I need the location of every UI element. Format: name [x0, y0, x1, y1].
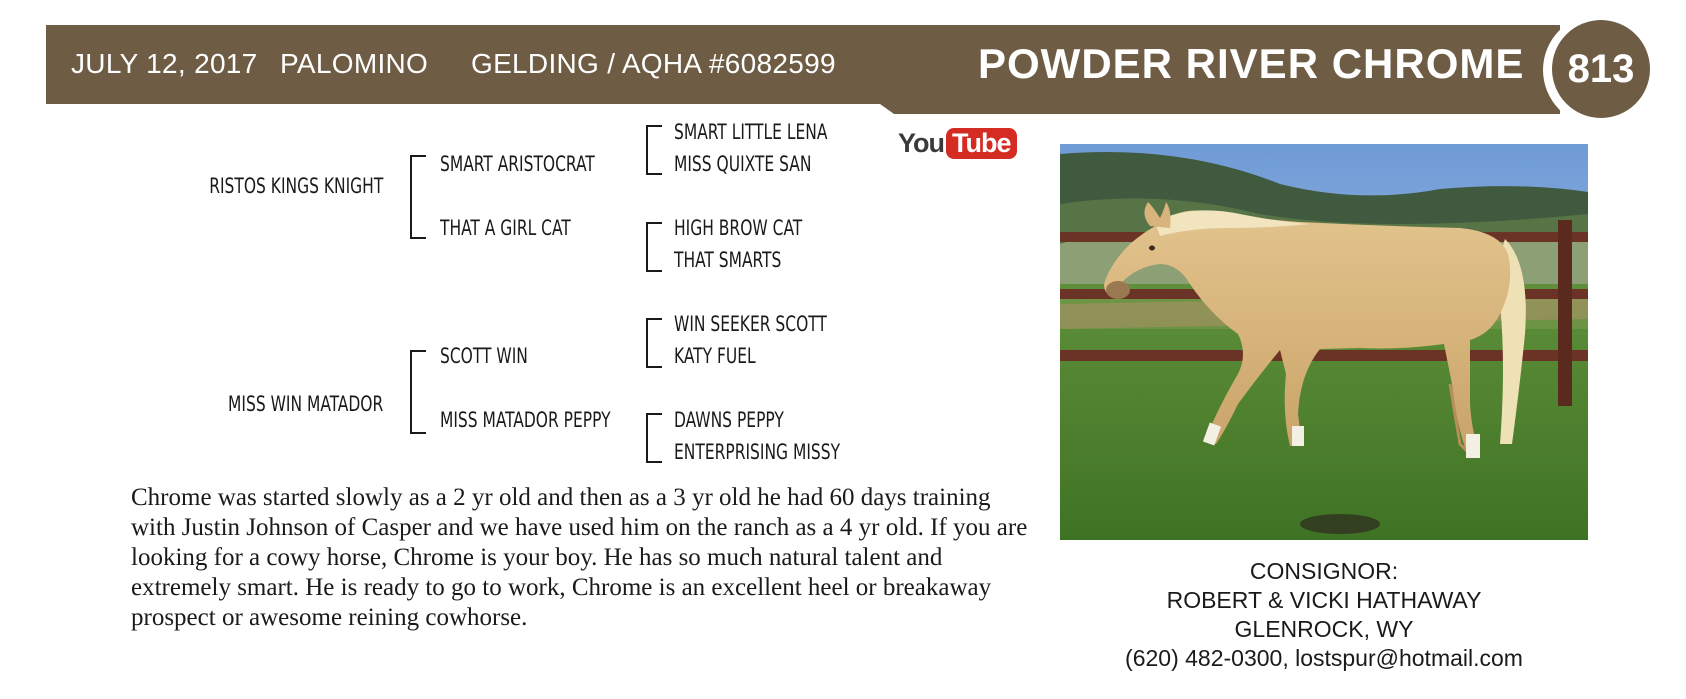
- pedigree-dam-dam: MISS MATADOR PEPPY: [440, 408, 611, 432]
- horse-color: PALOMINO: [280, 48, 429, 79]
- horse-photo: [1060, 144, 1588, 540]
- pedigree-bracket: [646, 222, 662, 272]
- pedigree-sire-sire: SMART ARISTOCRAT: [440, 152, 595, 176]
- pedigree-sire-dam: THAT A GIRL CAT: [440, 216, 571, 240]
- pedigree-bracket: [646, 125, 662, 175]
- consignor-name: ROBERT & VICKI HATHAWAY: [1166, 587, 1482, 613]
- pedigree-dam-dam-dam: ENTERPRISING MISSY: [674, 440, 841, 464]
- consignor-location: GLENROCK, WY: [1234, 616, 1414, 642]
- pedigree-sire-dam-dam: THAT SMARTS: [674, 248, 782, 272]
- sex-registration: GELDING / AQHA #6082599: [471, 48, 836, 79]
- youtube-logo-tube: Tube: [946, 128, 1017, 159]
- consignor-label: CONSIGNOR:: [1249, 558, 1399, 584]
- pedigree-dam-sire: SCOTT WIN: [440, 344, 528, 368]
- pedigree-bracket: [646, 318, 662, 368]
- pedigree-dam: MISS WIN MATADOR: [227, 392, 383, 416]
- pedigree-sire-sire-sire: SMART LITTLE LENA: [674, 120, 828, 144]
- pedigree-dam-sire-dam: KATY FUEL: [674, 344, 756, 368]
- lot-number: 813: [1552, 20, 1650, 118]
- youtube-video-link[interactable]: [898, 124, 1017, 162]
- youtube-logo-you: You: [898, 127, 944, 158]
- pedigree-sire-sire-dam: MISS QUIXTE SAN: [674, 152, 812, 176]
- pedigree-bracket: [410, 350, 426, 434]
- sale-date: JULY 12, 2017: [71, 48, 258, 79]
- horse-description: Chrome was started slowly as a 2 yr old and then as a 3 yr old he had 60 days training with Justin Johnson of Casper and we have used him on the ranch as a 4 yr old. If you are looking for a cowy horse, Chrome is your boy. He has so much natural talent and extremely smart. He is ready to go to work, Chrome is an excellent heel or breakaway prospect or awesome reining cowhorse.: [131, 484, 1028, 631]
- consignor-block: [1060, 557, 1588, 673]
- pedigree-bracket: [410, 155, 426, 239]
- pedigree-sire: RISTOS KINGS KNIGHT: [208, 174, 383, 198]
- horse-name: POWDER RIVER CHROME: [978, 40, 1525, 87]
- pedigree-dam-sire-sire: WIN SEEKER SCOTT: [674, 312, 827, 336]
- pedigree-dam-dam-sire: DAWNS PEPPY: [674, 408, 784, 432]
- pedigree-sire-dam-sire: HIGH BROW CAT: [674, 216, 803, 240]
- pedigree-bracket: [646, 413, 662, 463]
- consignor-contact[interactable]: (620) 482-0300, lostspur@hotmail.com: [1125, 645, 1523, 671]
